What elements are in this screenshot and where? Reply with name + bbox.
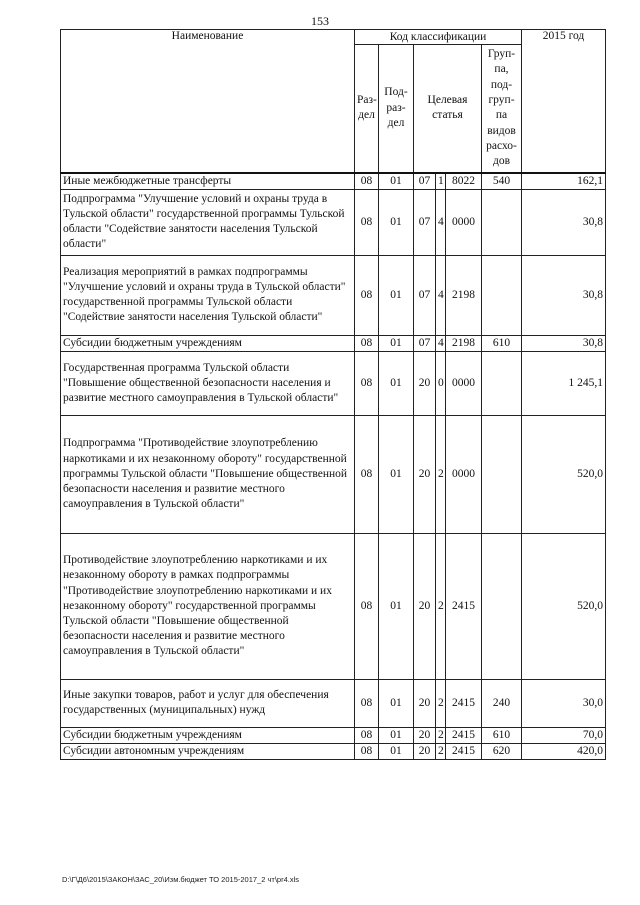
row-group: 620 — [482, 744, 522, 760]
table-row — [61, 415, 606, 533]
table-row — [61, 335, 606, 351]
row-podrazdel: 01 — [379, 351, 414, 415]
row-target-program: 20 — [414, 415, 436, 533]
table-row — [61, 533, 606, 679]
row-target-code: 2415 — [446, 744, 482, 760]
table-row — [61, 255, 606, 335]
row-group — [482, 255, 522, 335]
row-target-subprogram: 2 — [436, 415, 446, 533]
table-row — [61, 679, 606, 727]
row-name: Подпрограмма "Улучшение условий и охраны труда в Тульской области" государственной программы Тульской области "Содействие занятости населения Тульской области" — [61, 189, 355, 255]
header-code-group: Код классификации — [355, 30, 522, 45]
file-path-footer: D:\Г\Д6\2015\ЗАКОН\ЗАС_20\Изм.бюджет ТО 2015-2017_2 чт\pr4.xls — [62, 875, 299, 884]
row-razdel: 08 — [355, 255, 379, 335]
row-amount: 30,8 — [522, 189, 606, 255]
row-podrazdel: 01 — [379, 533, 414, 679]
row-group — [482, 533, 522, 679]
row-group: 240 — [482, 679, 522, 727]
row-razdel: 08 — [355, 189, 379, 255]
table-row — [61, 189, 606, 255]
row-amount: 520,0 — [522, 415, 606, 533]
row-group: 540 — [482, 173, 522, 190]
row-razdel: 08 — [355, 533, 379, 679]
row-target-subprogram: 0 — [436, 351, 446, 415]
row-razdel: 08 — [355, 173, 379, 190]
row-target-code: 0000 — [446, 351, 482, 415]
row-amount: 30,8 — [522, 335, 606, 351]
row-target-program: 20 — [414, 679, 436, 727]
header-target: Целевая статья — [414, 45, 482, 173]
table-row — [61, 173, 606, 190]
row-target-subprogram: 1 — [436, 173, 446, 190]
row-target-subprogram: 4 — [436, 255, 446, 335]
row-name: Иные закупки товаров, работ и услуг для обеспечения государственных (муниципальных) нужд — [61, 679, 355, 727]
row-amount: 520,0 — [522, 533, 606, 679]
row-name: Иные межбюджетные трансферты — [61, 173, 355, 190]
row-target-subprogram: 4 — [436, 335, 446, 351]
row-amount: 70,0 — [522, 727, 606, 743]
row-target-subprogram: 2 — [436, 533, 446, 679]
row-name: Противодействие злоупотреблению наркотиками и их незаконному обороту в рамках подпрограммы "Противодействие злоупотреблению наркотиками и их незаконному обороту" государственной программы Тульской области "Повышение общественной безопасности населения и развитие местного самоуправления в Тульской области" — [61, 533, 355, 679]
row-group — [482, 351, 522, 415]
row-target-program: 20 — [414, 727, 436, 743]
row-target-subprogram: 2 — [436, 744, 446, 760]
row-razdel: 08 — [355, 744, 379, 760]
row-target-code: 8022 — [446, 173, 482, 190]
row-amount: 30,0 — [522, 679, 606, 727]
row-group: 610 — [482, 727, 522, 743]
row-target-program: 20 — [414, 351, 436, 415]
table-row — [61, 744, 606, 760]
row-podrazdel: 01 — [379, 173, 414, 190]
row-target-program: 07 — [414, 255, 436, 335]
row-target-program: 07 — [414, 335, 436, 351]
row-target-code: 2415 — [446, 679, 482, 727]
header-razdel: Раз- дел — [355, 45, 379, 173]
row-podrazdel: 01 — [379, 335, 414, 351]
row-podrazdel: 01 — [379, 415, 414, 533]
row-target-subprogram: 4 — [436, 189, 446, 255]
header-year: 2015 год — [522, 30, 606, 173]
row-group — [482, 189, 522, 255]
header-group: Груп- па, под- груп- па видов расхо- дов — [482, 45, 522, 173]
row-target-code: 0000 — [446, 189, 482, 255]
row-razdel: 08 — [355, 415, 379, 533]
row-name: Государственная программа Тульской области "Повышение общественной безопасности населения и развитие местного самоуправления в Тульской области" — [61, 351, 355, 415]
row-amount: 1 245,1 — [522, 351, 606, 415]
row-name: Реализация мероприятий в рамках подпрограммы "Улучшение условий и охраны труда в Тульской области" государственной программы Тульской области "Содействие занятости населения Тульской области" — [61, 255, 355, 335]
row-target-code: 2415 — [446, 727, 482, 743]
row-podrazdel: 01 — [379, 255, 414, 335]
row-razdel: 08 — [355, 679, 379, 727]
row-target-subprogram: 2 — [436, 727, 446, 743]
header-podrazdel: Под- раз- дел — [379, 45, 414, 173]
row-name: Субсидии бюджетным учреждениям — [61, 335, 355, 351]
row-target-subprogram: 2 — [436, 679, 446, 727]
row-target-code: 2198 — [446, 255, 482, 335]
row-target-code: 2415 — [446, 533, 482, 679]
row-group — [482, 415, 522, 533]
row-razdel: 08 — [355, 351, 379, 415]
row-amount: 162,1 — [522, 173, 606, 190]
table-row — [61, 727, 606, 743]
row-name: Подпрограмма "Противодействие злоупотреблению наркотиками и их незаконному обороту" государственной программы Тульской области "Повышение общественной безопасности населения и развитие местного самоуправления в Тульской области" — [61, 415, 355, 533]
row-podrazdel: 01 — [379, 744, 414, 760]
row-group: 610 — [482, 335, 522, 351]
row-target-program: 20 — [414, 744, 436, 760]
table-row — [61, 351, 606, 415]
row-amount: 420,0 — [522, 744, 606, 760]
header-name: Наименование — [61, 30, 355, 173]
row-name: Субсидии автономным учреждениям — [61, 744, 355, 760]
row-name: Субсидии бюджетным учреждениям — [61, 727, 355, 743]
row-podrazdel: 01 — [379, 727, 414, 743]
row-target-program: 07 — [414, 189, 436, 255]
row-podrazdel: 01 — [379, 189, 414, 255]
row-razdel: 08 — [355, 727, 379, 743]
row-podrazdel: 01 — [379, 679, 414, 727]
row-target-code: 0000 — [446, 415, 482, 533]
row-target-program: 07 — [414, 173, 436, 190]
budget-table — [60, 29, 606, 760]
row-amount: 30,8 — [522, 255, 606, 335]
page-number: 153 — [311, 14, 329, 28]
table-body — [61, 173, 606, 760]
row-razdel: 08 — [355, 335, 379, 351]
row-target-code: 2198 — [446, 335, 482, 351]
row-target-program: 20 — [414, 533, 436, 679]
